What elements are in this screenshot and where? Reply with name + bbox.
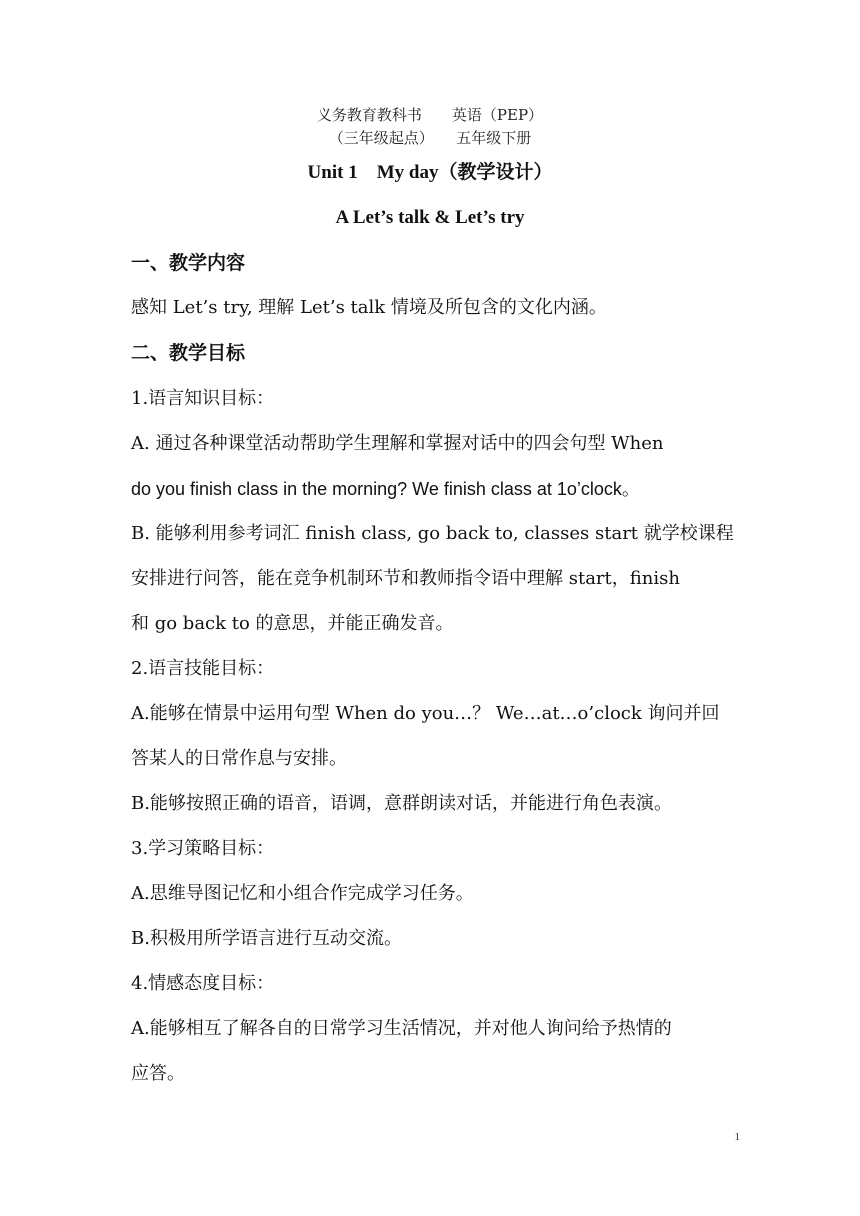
- goal-heading-language-knowledge: 1.语言知识目标：: [131, 388, 275, 409]
- page-number: 1: [734, 1131, 740, 1143]
- goal-3a-line1: A.思维导图记忆和小组合作完成学习任务。: [131, 883, 474, 904]
- lesson-title: A Let’s talk & Let’s try: [335, 207, 525, 228]
- textbook-series-line: 义务教育教科书 英语（PEP）: [316, 106, 544, 124]
- goal-1b-line1: B. 能够利用参考词汇 finish class, go back to, classes start 就学校课程: [131, 523, 734, 544]
- goal-2a-line2: 答某人的日常作息与安排。: [131, 748, 347, 769]
- goal-1b-line3: 和 go back to 的意思，并能正确发音。: [131, 613, 454, 634]
- goal-2a-line1: A.能够在情景中运用句型 When do you…？ We…at…o’clock 询问并回: [131, 703, 720, 724]
- goal-heading-emotional-attitude: 4.情感态度目标：: [131, 973, 275, 994]
- goal-heading-language-skills: 2.语言技能目标：: [131, 658, 275, 679]
- goal-4a-line2: 应答。: [131, 1063, 185, 1084]
- goal-3b-line1: B.积极用所学语言进行互动交流。: [131, 928, 402, 949]
- unit-title: Unit 1 My day（教学设计）: [307, 162, 553, 183]
- content-text: 感知 Let’s try, 理解 Let’s talk 情境及所包含的文化内涵。: [131, 297, 607, 318]
- goal-heading-learning-strategy: 3.学习策略目标：: [131, 838, 275, 859]
- textbook-grade-line: （三年级起点） 五年级下册: [328, 129, 532, 147]
- section-heading-goals: 二、教学目标: [131, 342, 246, 364]
- goal-2b-line1: B.能够按照正确的语音，语调，意群朗读对话，并能进行角色表演。: [131, 793, 672, 814]
- goal-1b-line2: 安排进行问答，能在竞争机制环节和教师指令语中理解 start，finish: [131, 568, 680, 589]
- goal-1a-line1: A. 通过各种课堂活动帮助学生理解和掌握对话中的四会句型 When: [131, 433, 664, 454]
- goal-1a-line2: do you finish class in the morning? We finish class at 1o’clock。: [131, 479, 640, 499]
- section-heading-content: 一、教学内容: [131, 252, 246, 274]
- goal-4a-line1: A.能够相互了解各自的日常学习生活情况，并对他人询问给予热情的: [131, 1018, 672, 1039]
